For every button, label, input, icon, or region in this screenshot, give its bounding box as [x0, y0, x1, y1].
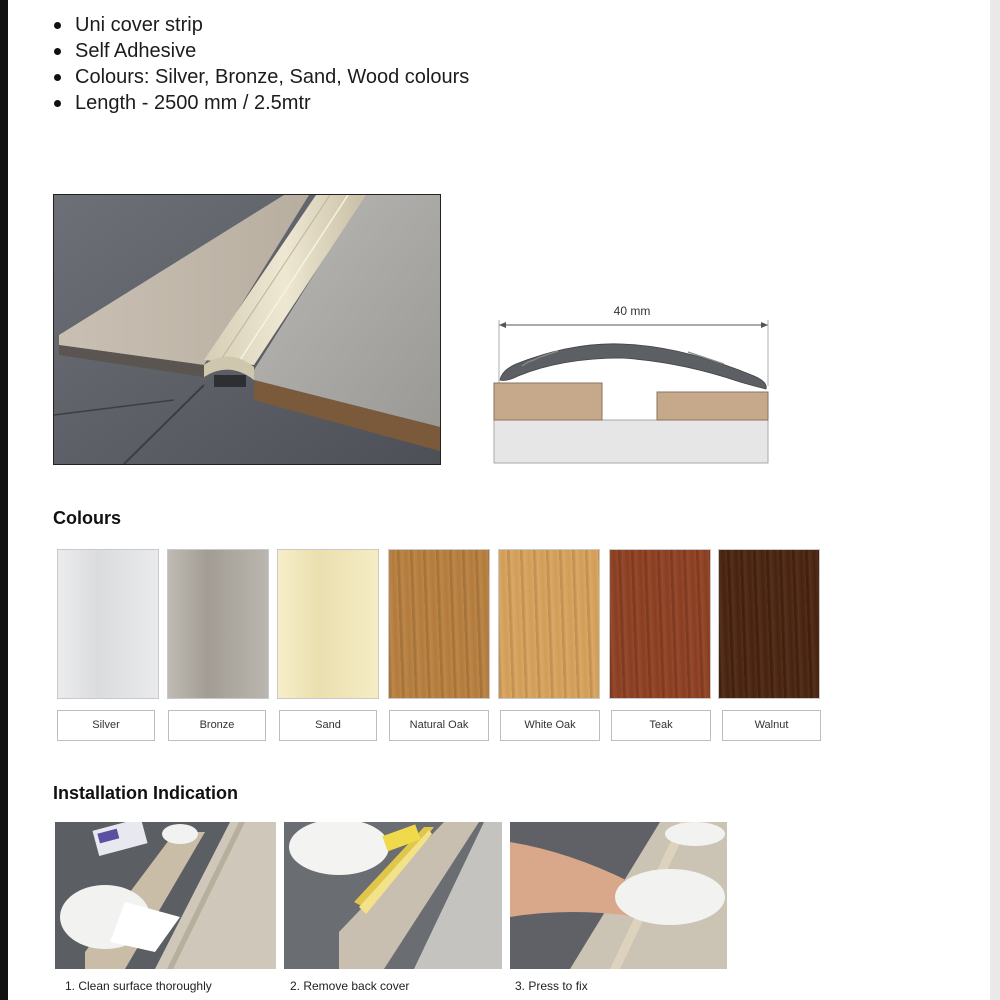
swatch-label: Natural Oak	[389, 710, 489, 741]
swatch-label: Teak	[611, 710, 711, 741]
colours-heading: Colours	[53, 508, 122, 528]
profile-diagram	[492, 296, 792, 473]
feature-list	[53, 12, 469, 116]
feature-item: Colours: Silver, Bronze, Sand, Wood colours	[53, 64, 469, 90]
dimension-label: 40 mm	[613, 304, 651, 318]
step-2-caption: 2. Remove back cover	[290, 979, 410, 993]
product-photo	[53, 194, 441, 465]
installation-heading: Installation Indication	[53, 783, 239, 803]
feature-item: Length - 2500 mm / 2.5mtr	[53, 90, 469, 116]
swatch-natural-oak	[388, 549, 490, 699]
swatch-white-oak	[498, 549, 600, 699]
swatch-bronze	[167, 549, 269, 699]
swatch-silver	[57, 549, 159, 699]
step-1-caption: 1. Clean surface thoroughly	[65, 979, 212, 993]
swatch-label: White Oak	[500, 710, 600, 741]
swatch-label: Walnut	[722, 710, 821, 741]
step-2-photo	[284, 822, 502, 969]
swatch-walnut	[718, 549, 820, 699]
swatch-teak	[609, 549, 711, 699]
step-1-photo	[55, 822, 276, 969]
step-3-caption: 3. Press to fix	[515, 979, 588, 993]
swatch-label: Bronze	[168, 710, 266, 741]
feature-item: Self Adhesive	[53, 38, 469, 64]
swatch-label: Sand	[279, 710, 377, 741]
swatch-label: Silver	[57, 710, 155, 741]
swatch-sand	[277, 549, 379, 699]
step-3-photo	[510, 822, 727, 969]
document-page	[8, 0, 990, 1000]
feature-item: Uni cover strip	[53, 12, 469, 38]
page-edge	[990, 0, 1000, 1000]
